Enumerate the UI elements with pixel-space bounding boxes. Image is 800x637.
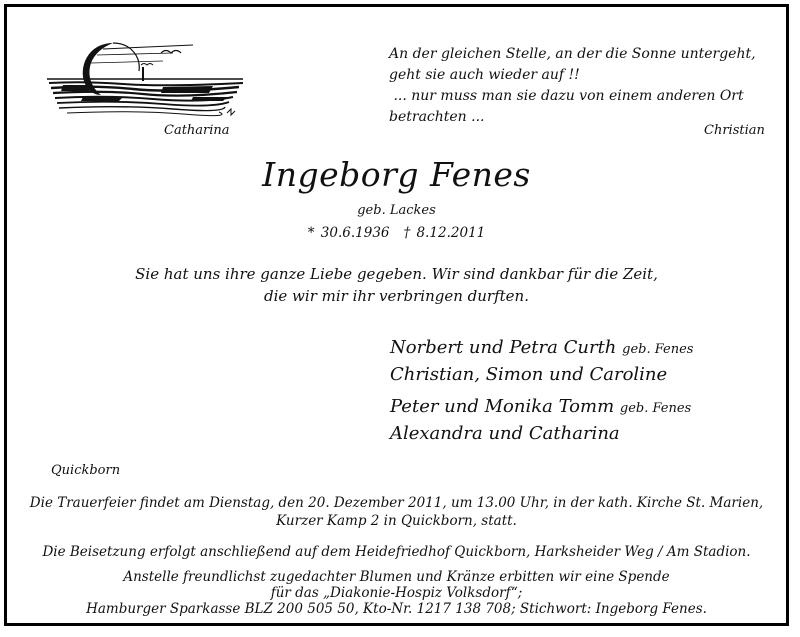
quote-line: die wir mir ihr verbringen durften. bbox=[264, 287, 529, 305]
poem-line: An der gleichen Stelle, an der die Sonne untergeht, bbox=[389, 46, 756, 62]
family-note: geb. Fenes bbox=[619, 401, 692, 416]
family-children: Christian, Simon und Caroline bbox=[390, 364, 668, 385]
life-dates bbox=[7, 225, 786, 241]
birth-date: * 30.6.1936 bbox=[307, 225, 390, 241]
burial-info: Die Beisetzung erfolgt anschließend auf dem Heidefriedhof Quickborn, Harksheider Weg / Am Stadion. bbox=[42, 544, 751, 560]
maiden-name: geb. Lackes bbox=[357, 203, 436, 218]
donation-line: Anstelle freundlichst zugedachter Blumen und Kränze erbitten wir eine Spende bbox=[123, 569, 670, 585]
donation-line: Hamburger Sparkasse BLZ 200 505 50, Kto-Nr. 1217 138 708; Stichwort: Ingeborg Fenes. bbox=[86, 601, 707, 617]
family-group bbox=[390, 335, 693, 387]
memorial-quote bbox=[7, 263, 786, 307]
family-children: Alexandra und Catharina bbox=[390, 423, 620, 444]
obituary-notice bbox=[4, 4, 789, 626]
funeral-line: Kurzer Kamp 2 in Quickborn, statt. bbox=[276, 513, 517, 529]
death-date: † 8.12.2011 bbox=[403, 225, 486, 241]
family-parents-line bbox=[390, 335, 693, 362]
donation-info bbox=[7, 569, 786, 617]
sunset-sea-sketch-icon bbox=[43, 35, 243, 121]
poem-line: betrachten ... bbox=[389, 109, 485, 125]
poem bbox=[389, 44, 756, 128]
poem-author: Christian bbox=[704, 123, 765, 138]
family-note: geb. Fenes bbox=[622, 342, 694, 357]
family-parents: Peter und Monika Tomm bbox=[390, 396, 615, 417]
family-group bbox=[390, 394, 691, 446]
family-parents: Norbert und Petra Curth bbox=[390, 337, 617, 358]
sketch-caption: Catharina bbox=[164, 123, 230, 138]
family-parents-line bbox=[390, 394, 691, 421]
funeral-info bbox=[7, 494, 786, 530]
donation-line: für das „Diakonie-Hospiz Volksdorf“; bbox=[270, 585, 523, 601]
quote-line: Sie hat uns ihre ganze Liebe gegeben. Wir sind dankbar für die Zeit, bbox=[135, 265, 658, 283]
poem-line: ... nur muss man sie dazu von einem anderen Ort bbox=[389, 88, 744, 104]
deceased-name: Ingeborg Fenes bbox=[262, 155, 531, 194]
poem-line: geht sie auch wieder auf !! bbox=[389, 67, 580, 83]
funeral-line: Die Trauerfeier findet am Dienstag, den 20. Dezember 2011, um 13.00 Uhr, in der kath. Kirche St. Marien, bbox=[29, 495, 764, 511]
place: Quickborn bbox=[51, 463, 121, 478]
